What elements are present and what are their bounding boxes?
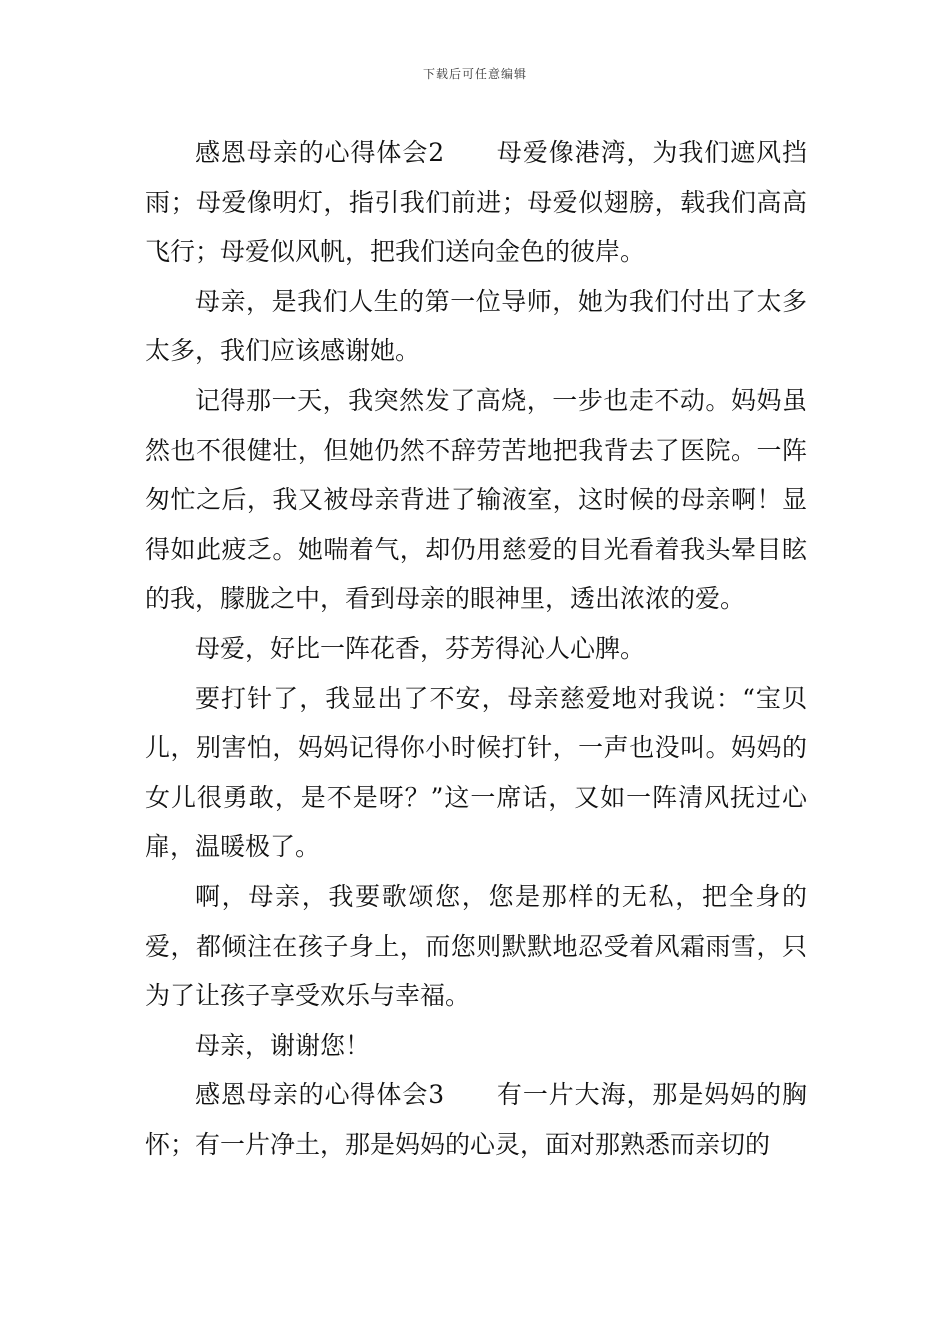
page-header-note: 下载后可任意编辑	[422, 67, 527, 81]
paragraph: 感恩母亲的心得体会2 母爱像港湾，为我们遮风挡雨；母爱像明灯，指引我们前进；母爱似翅膀，载我们高高飞行；母爱似风帆，把我们送向金色的彼岸。	[145, 138, 807, 267]
paragraph: 要打针了，我显出了不安，母亲慈爱地对我说：“宝贝儿，别害怕，妈妈记得你小时候打针，一声也没叫。妈妈的女儿很勇敢，是不是呀？”这一席话，又如一阵清风抚过心扉，温暖极了。	[145, 683, 807, 862]
paragraph: 啊，母亲，我要歌颂您，您是那样的无私，把全身的爱，都倾注在孩子身上，而您则默默地忍受着风霜雨雪，只为了让孩子享受欢乐与幸福。	[145, 881, 807, 1011]
paragraph: 记得那一天，我突然发了高烧，一步也走不动。妈妈虽然也不很健壮，但她仍然不辞劳苦地把我背去了医院。一阵匆忙之后，我又被母亲背进了输液室，这时候的母亲啊！显得如此疲乏。她喘着气，却仍用慈爱的目光看着我头晕目眩的我，朦胧之中，看到母亲的眼神里，透出浓浓的爱。	[145, 385, 807, 614]
paragraph: 感恩母亲的心得体会3 有一片大海，那是妈妈的胸怀；有一片净土，那是妈妈的心灵，面对那熟悉而亲切的	[145, 1080, 807, 1159]
document-body	[145, 128, 807, 1169]
paragraph: 母爱，好比一阵花香，芬芳得沁人心脾。	[195, 633, 646, 663]
paragraph: 母亲，是我们人生的第一位导师，她为我们付出了太多太多，我们应该感谢她。	[145, 286, 807, 366]
paragraph: 母亲，谢谢您！	[195, 1030, 371, 1060]
